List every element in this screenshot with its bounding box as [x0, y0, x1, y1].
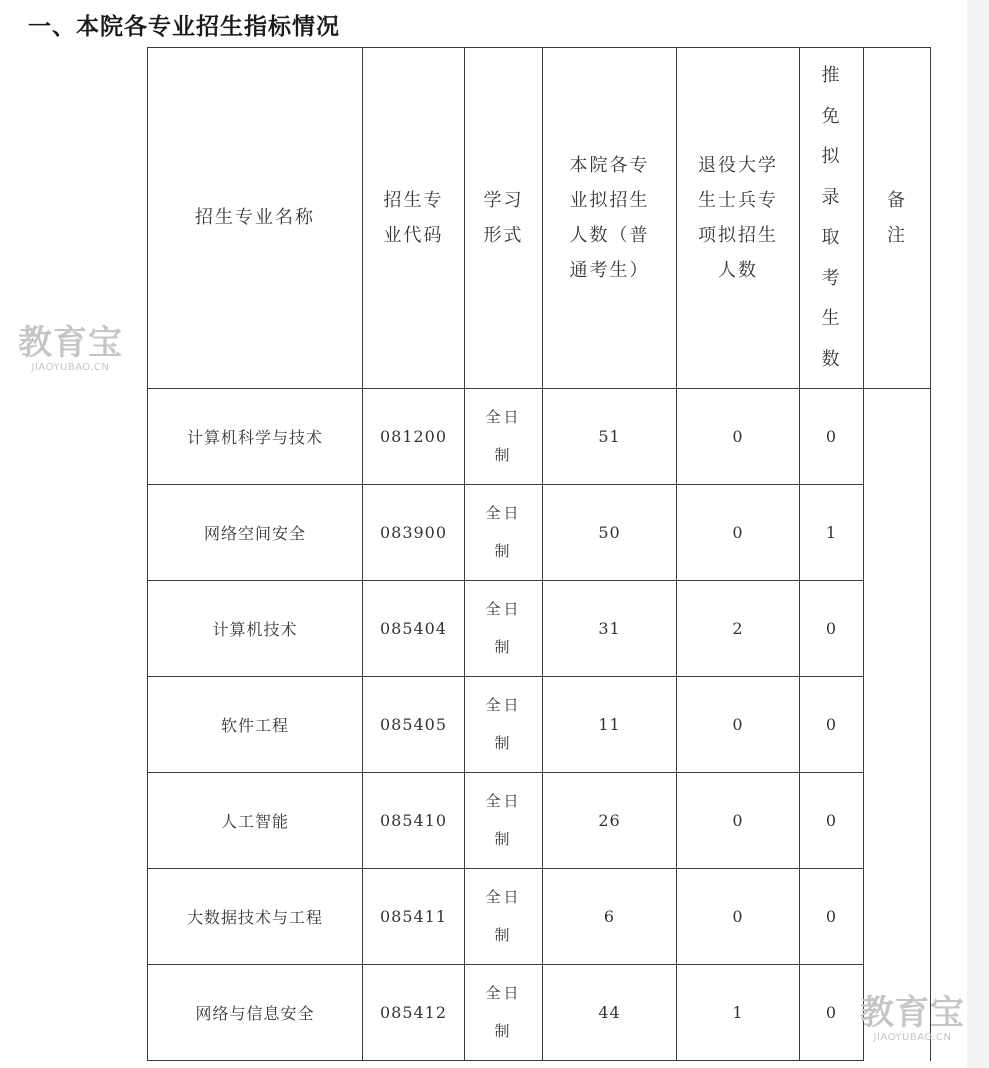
table-header-row [148, 48, 931, 389]
cell-veteran-quota: 2 [677, 581, 800, 677]
cell-major-code: 085412 [363, 965, 465, 1061]
page-side-strip [967, 0, 989, 1068]
cell-recommended-count: 0 [800, 965, 864, 1061]
table-row [148, 869, 931, 965]
table-row [148, 965, 931, 1061]
cell-recommended-count: 0 [800, 773, 864, 869]
cell-study-form: 全日制 [465, 581, 543, 677]
cell-veteran-quota: 0 [677, 485, 800, 581]
watermark-logo: 教育宝 JIAOYUBAO.CN [18, 323, 123, 373]
cell-study-form: 全日制 [465, 869, 543, 965]
cell-major-code: 083900 [363, 485, 465, 581]
page-title: 一、本院各专业招生指标情况 [28, 14, 340, 40]
cell-note [864, 389, 931, 1061]
enrollment-quota-table [147, 47, 931, 1061]
table-row [148, 773, 931, 869]
cell-major-code: 085405 [363, 677, 465, 773]
cell-major-name: 网络与信息安全 [148, 965, 363, 1061]
cell-recommended-count: 0 [800, 581, 864, 677]
cell-veteran-quota: 0 [677, 389, 800, 485]
cell-major-name: 人工智能 [148, 773, 363, 869]
cell-veteran-quota: 0 [677, 869, 800, 965]
header-study-form: 学习形式 [465, 48, 543, 389]
table-row [148, 389, 931, 485]
cell-regular-quota: 26 [543, 773, 677, 869]
cell-major-name: 软件工程 [148, 677, 363, 773]
cell-study-form: 全日制 [465, 485, 543, 581]
cell-recommended-count: 0 [800, 869, 864, 965]
cell-study-form: 全日制 [465, 677, 543, 773]
cell-major-name: 计算机科学与技术 [148, 389, 363, 485]
cell-regular-quota: 51 [543, 389, 677, 485]
cell-major-name: 网络空间安全 [148, 485, 363, 581]
watermark-logo: 教育宝 JIAOYUBAO.CN [860, 993, 965, 1043]
header-recommended-count: 推免拟录取考生数 [800, 48, 864, 389]
cell-regular-quota: 11 [543, 677, 677, 773]
cell-veteran-quota: 1 [677, 965, 800, 1061]
cell-regular-quota: 50 [543, 485, 677, 581]
cell-major-code: 085411 [363, 869, 465, 965]
header-major-name: 招生专业名称 [148, 48, 363, 389]
cell-major-code: 085410 [363, 773, 465, 869]
cell-veteran-quota: 0 [677, 773, 800, 869]
cell-major-name: 大数据技术与工程 [148, 869, 363, 965]
cell-veteran-quota: 0 [677, 677, 800, 773]
table-row [148, 485, 931, 581]
cell-recommended-count: 0 [800, 677, 864, 773]
cell-regular-quota: 44 [543, 965, 677, 1061]
table-row [148, 677, 931, 773]
cell-regular-quota: 31 [543, 581, 677, 677]
header-major-code: 招生专业代码 [363, 48, 465, 389]
header-regular-quota: 本院各专业拟招生人数（普通考生） [543, 48, 677, 389]
cell-regular-quota: 6 [543, 869, 677, 965]
cell-study-form: 全日制 [465, 965, 543, 1061]
cell-major-code: 085404 [363, 581, 465, 677]
cell-major-code: 081200 [363, 389, 465, 485]
cell-recommended-count: 1 [800, 485, 864, 581]
cell-recommended-count: 0 [800, 389, 864, 485]
header-note: 备注 [864, 48, 931, 389]
cell-major-name: 计算机技术 [148, 581, 363, 677]
cell-study-form: 全日制 [465, 773, 543, 869]
cell-study-form: 全日制 [465, 389, 543, 485]
table-row [148, 581, 931, 677]
header-veteran-quota: 退役大学生士兵专项拟招生人数 [677, 48, 800, 389]
